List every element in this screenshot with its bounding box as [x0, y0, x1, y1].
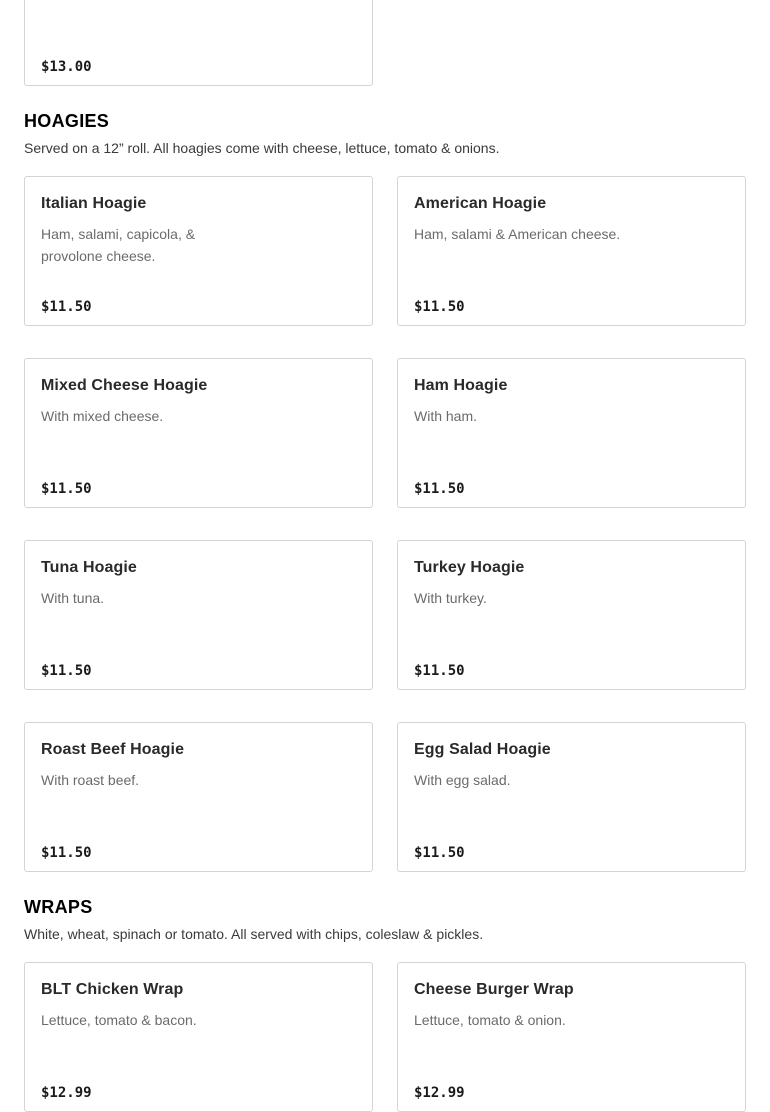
item-price: $11.50 [41, 481, 92, 497]
menu-item-card[interactable] [24, 722, 373, 872]
item-price: $13.00 [41, 59, 92, 75]
item-name: Turkey Hoagie [414, 559, 525, 576]
item-price: $11.50 [414, 299, 465, 315]
item-name: Roast Beef Hoagie [41, 741, 185, 758]
item-name: Mixed Cheese Hoagie [41, 377, 208, 394]
item-name: Egg Salad Hoagie [414, 741, 551, 758]
menu-item-card[interactable] [24, 0, 373, 86]
item-description: Ham, salami & American cheese. [414, 226, 621, 242]
item-description: With roast beef. [41, 772, 140, 788]
item-description: With turkey. [414, 590, 487, 606]
item-price: $11.50 [41, 663, 92, 679]
item-description: Ham, salami, capicola, & provolone cheese. [41, 226, 196, 264]
section-subtitle-hoagies: Served on a 12” roll. All hoagies come with cheese, lettuce, tomato & onions. [24, 140, 500, 156]
item-price: $11.50 [41, 299, 92, 315]
menu-item-card[interactable] [24, 540, 373, 690]
item-description: Lettuce, tomato & bacon. [41, 1012, 197, 1028]
item-description: Lettuce, tomato & onion. [414, 1012, 566, 1028]
item-price: $11.50 [414, 845, 465, 861]
item-description: With ham. [414, 408, 478, 424]
menu-item-card[interactable] [397, 358, 746, 508]
item-description: With egg salad. [414, 772, 511, 788]
item-description: With mixed cheese. [41, 408, 164, 424]
item-name: BLT Chicken Wrap [41, 981, 184, 998]
item-description: With tuna. [41, 590, 105, 606]
item-name: Cheese Burger Wrap [414, 981, 574, 998]
section-title-wraps: WRAPS [24, 897, 93, 917]
item-name: Tuna Hoagie [41, 559, 137, 576]
item-name: Ham Hoagie [414, 377, 508, 394]
menu-item-card[interactable] [397, 962, 746, 1112]
menu-item-card[interactable] [24, 176, 373, 326]
item-name: Italian Hoagie [41, 195, 147, 212]
item-price: $12.99 [414, 1085, 465, 1101]
item-price: $11.50 [41, 845, 92, 861]
menu-item-card[interactable] [397, 722, 746, 872]
item-price: $11.50 [414, 481, 465, 497]
item-name: American Hoagie [414, 195, 547, 212]
section-subtitle-wraps: White, wheat, spinach or tomato. All served with chips, coleslaw & pickles. [24, 926, 484, 942]
section-title-hoagies: HOAGIES [24, 111, 110, 131]
menu-item-card[interactable] [397, 176, 746, 326]
menu-item-card[interactable] [24, 358, 373, 508]
menu-item-card[interactable] [24, 962, 373, 1112]
item-price: $11.50 [414, 663, 465, 679]
item-price: $12.99 [41, 1085, 92, 1101]
menu-item-card[interactable] [397, 540, 746, 690]
